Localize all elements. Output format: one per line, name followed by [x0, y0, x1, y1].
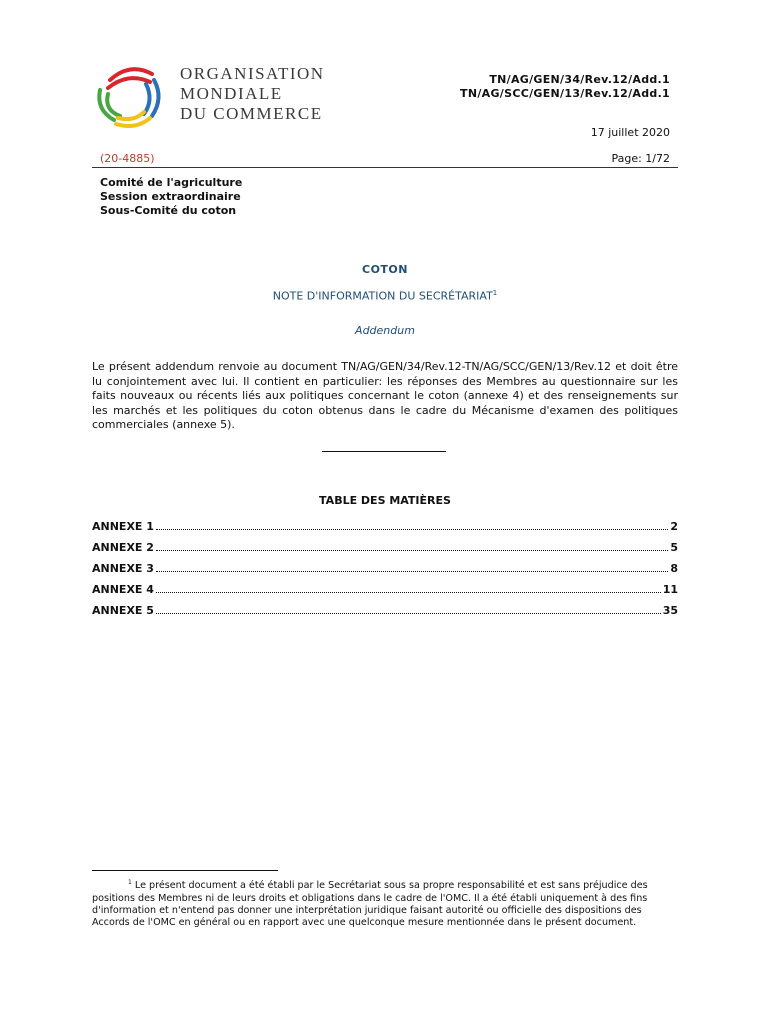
toc-entry-page: 35 [662, 604, 678, 617]
document-symbol-2: TN/AG/SCC/GEN/13/Rev.12/Add.1 [460, 87, 670, 100]
toc-entry-label: ANNEXE 1 [92, 520, 154, 533]
document-symbol-1: TN/AG/GEN/34/Rev.12/Add.1 [489, 73, 670, 86]
toc-entry-page: 11 [662, 583, 678, 596]
toc-leader [156, 549, 668, 551]
toc-entry-label: ANNEXE 2 [92, 541, 154, 554]
toc-entry-label: ANNEXE 5 [92, 604, 154, 617]
org-name-line-3: DU COMMERCE [180, 104, 323, 123]
committee-line-2: Session extraordinaire [100, 190, 241, 203]
body-paragraph: Le présent addendum renvoie au document TN/AG/GEN/34/Rev.12-TN/AG/SCC/GEN/13/Rev.12 et doit être lu conjointement avec lui. Il contient en particulier: les réponses des Membres au questionnaire sur les faits nouveaux ou récents liés aux politiques concernant le coton (annexe 4) et des renseignements sur les marchés et les politiques du coton obtenus dans le cadre du Mécanisme d'examen des politiques commerciales (annexe 5). [92, 360, 678, 431]
document-reference: (20-4885) [100, 152, 155, 165]
toc-entry[interactable] [92, 541, 678, 562]
toc-entry[interactable] [92, 562, 678, 583]
toc-leader [156, 528, 668, 530]
toc-entry-page: 8 [670, 562, 678, 575]
toc-entry[interactable] [92, 520, 678, 541]
document-symbols [460, 73, 670, 101]
org-name-line-2: MONDIALE [180, 84, 283, 103]
toc-entry-page: 5 [670, 541, 678, 554]
toc-leader [156, 570, 668, 572]
document-title: COTON [362, 263, 408, 276]
addendum-label: Addendum [355, 324, 415, 337]
toc-title: TABLE DES MATIÈRES [319, 494, 451, 507]
footnote-divider [92, 870, 278, 871]
wto-logo-icon [92, 60, 170, 128]
committee-block [100, 176, 242, 218]
footnote-number: 1 [128, 879, 132, 886]
committee-line-1: Comité de l'agriculture [100, 176, 243, 189]
header-divider [92, 167, 678, 168]
toc-entry[interactable] [92, 604, 678, 625]
toc-entry[interactable] [92, 583, 678, 604]
toc-entry-label: ANNEXE 4 [92, 583, 154, 596]
toc-leader [156, 591, 661, 593]
document-date: 17 juillet 2020 [590, 126, 670, 139]
separator [322, 451, 446, 452]
org-name [180, 64, 325, 124]
footnote-text: Le présent document a été établi par le Secrétariat sous sa propre responsabilité et est sans préjudice des positions des Membres ni de leurs droits et obligations dans le cadre de l'OMC. Il a été établi uniquement à des fins d'information et n'entend pas donner une interprétation juridique faisant autorité ou officielle des dispositions des Accords de l'OMC en général ou en rapport avec une quelconque mesure mentionnée dans le présent document. [92, 880, 648, 929]
page-number: Page: 1/72 [611, 152, 670, 165]
toc-entry-page: 2 [670, 520, 678, 533]
toc-entry-label: ANNEXE 3 [92, 562, 154, 575]
org-name-line-1: ORGANISATION [180, 64, 325, 83]
table-of-contents [92, 520, 678, 625]
document-subtitle [0, 289, 770, 303]
subtitle-text: NOTE D'INFORMATION DU SECRÉTARIAT [272, 289, 493, 303]
footnote-marker[interactable]: 1 [492, 289, 498, 297]
footnote [92, 877, 678, 930]
committee-line-3: Sous-Comité du coton [100, 204, 237, 217]
toc-leader [156, 612, 661, 614]
